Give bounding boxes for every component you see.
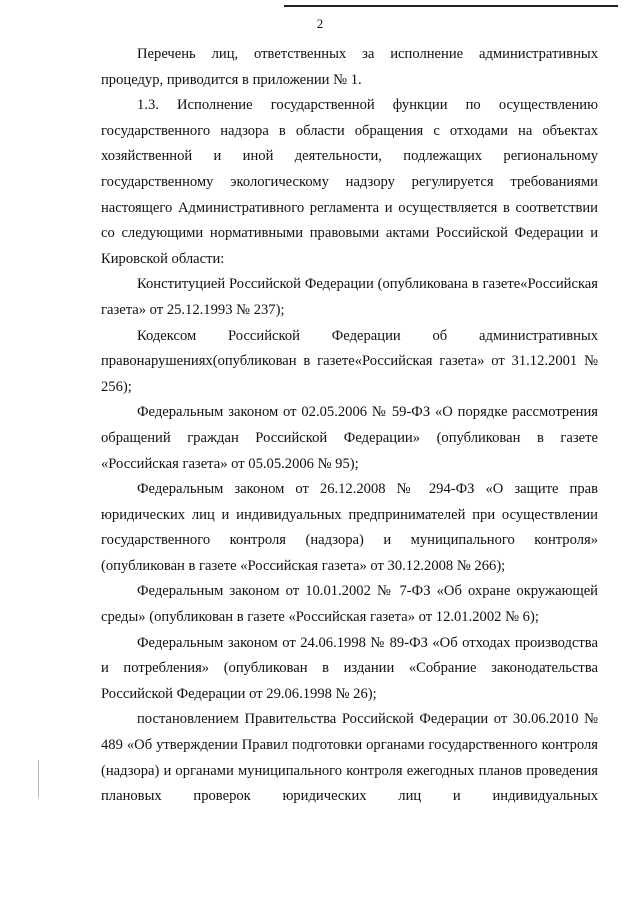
list-item-law-294-fz: Федеральным законом от 26.12.2008 № 294-ФЗ «О защите прав юридических лиц и индивидуальных предпринимателей при осуществлении государственного контроля (надзора) и муниципального контроля» (опубликован в газете «Российская газета» от 30.12.2008 № 266); xyxy=(101,481,598,574)
list-item-law-7-fz: Федеральным законом от 10.01.2002 № 7-ФЗ «Об охране окружающей среды» (опубликован в газете «Российская газета» от 12.01.2002 № 6); xyxy=(101,583,598,626)
margin-mark xyxy=(38,760,39,798)
top-rule xyxy=(284,5,618,7)
list-item-law-59-fz: Федеральным законом от 02.05.2006 № 59-ФЗ «О порядке рассмотрения обращений граждан Российской Федерации» (опубликован в газете «Российская газета» от 05.05.2006 № 95); xyxy=(101,404,598,472)
list-item-administrative-code: Кодексом Российской Федерации об административных правонарушениях(опубликован в газете«Российская газета» от 31.12.2001 № 256); xyxy=(101,327,598,395)
document-body xyxy=(101,42,598,810)
paragraph-responsible-persons: Перечень лиц, ответственных за исполнение административных процедур, приводится в приложении № 1. xyxy=(101,46,598,88)
list-item-resolution-489: постановлением Правительства Российской Федерации от 30.06.2010 № 489 «Об утверждении Правил подготовки органами государственного контроля (надзора) и органами муниципального контроля ежегодных планов проведения плановых проверок юридических лиц и индивидуальных xyxy=(101,711,598,805)
page-number: 2 xyxy=(316,16,324,31)
list-item-constitution: Конституцией Российской Федерации (опубликована в газете«Российская газета» от 25.12.1993 № 237); xyxy=(101,276,598,318)
list-item-law-89-fz: Федеральным законом от 24.06.1998 № 89-ФЗ «Об отходах производства и потребления» (опубликован в издании «Собрание законодательства Российской Федерации от 29.06.1998 № 26); xyxy=(101,634,598,702)
paragraph-legal-basis: 1.3. Исполнение государственной функции по осуществлению государственного надзора в области обращения с отходами на объектах хозяйственной и иной деятельности, подлежащих региональному государственному экологическому надзору регулируется требованиями настоящего Административного регламента и осуществляется в соответствии со следующими нормативными правовыми актами Российской Федерации и Кировской области: xyxy=(101,97,598,267)
